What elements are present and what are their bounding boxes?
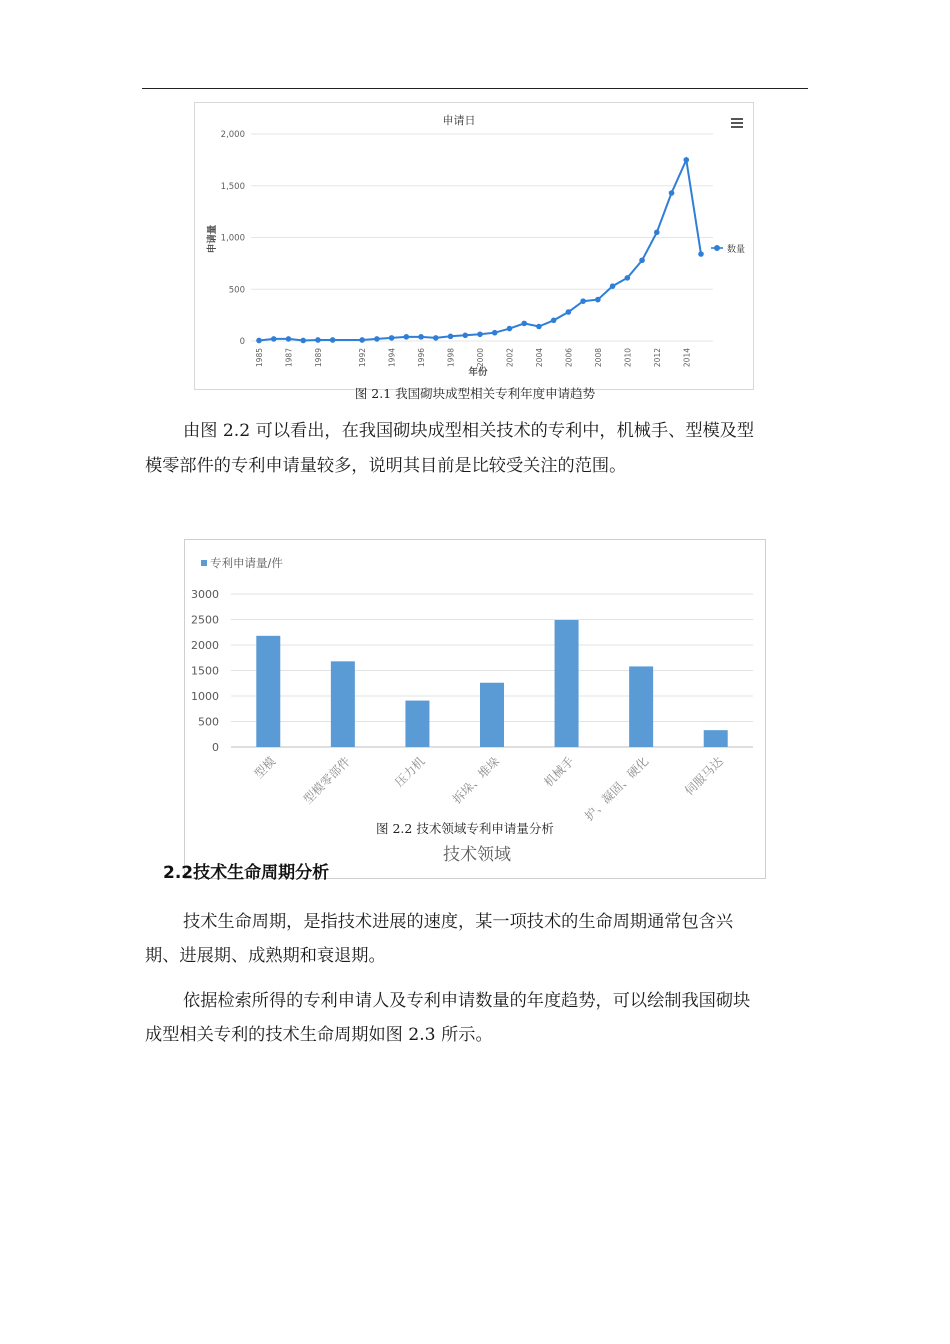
y-tick-label: 2500 xyxy=(191,613,219,627)
x-category-label: 型模零部件 xyxy=(300,754,353,807)
chart-title: 申请日 xyxy=(442,114,476,127)
data-point[interactable] xyxy=(492,330,498,336)
data-point[interactable] xyxy=(551,318,557,324)
paragraph-2-line-2: 期、进展期、成熟期和衰退期。 xyxy=(145,946,386,966)
bar-养护、凝固、硬化[interactable] xyxy=(629,666,653,747)
data-point[interactable] xyxy=(374,336,380,342)
data-point[interactable] xyxy=(300,338,306,344)
y-tick-label: 1000 xyxy=(191,690,219,703)
data-point[interactable] xyxy=(683,157,689,163)
legend xyxy=(711,243,745,255)
data-point[interactable] xyxy=(256,338,262,344)
legend xyxy=(201,556,283,570)
bar-机械手[interactable] xyxy=(555,620,579,747)
data-point[interactable] xyxy=(507,326,513,332)
data-point[interactable] xyxy=(389,335,395,341)
bar-型模零部件[interactable] xyxy=(331,661,355,747)
x-category-label: 型模 xyxy=(251,754,279,782)
legend-label: 专利申请量/件 xyxy=(210,556,283,570)
data-point[interactable] xyxy=(521,321,527,327)
y-tick-label: 1,000 xyxy=(220,233,245,244)
y-tick-label: 2000 xyxy=(191,639,219,652)
data-point[interactable] xyxy=(698,251,704,257)
x-tick-label: 1994 xyxy=(387,348,397,368)
y-tick-label: 0 xyxy=(239,337,245,347)
x-tick-label: 1998 xyxy=(446,348,456,368)
x-tick-label: 2002 xyxy=(505,348,515,368)
y-tick-label: 500 xyxy=(228,285,245,296)
x-category-label: 护、凝固、硬化 xyxy=(581,754,652,824)
bar-压力机[interactable] xyxy=(405,701,429,747)
data-point[interactable] xyxy=(654,230,660,236)
figure-1-caption: 图 2.1 我国砌块成型相关专利年度申请趋势 xyxy=(354,386,596,401)
x-axis-label: 年份 xyxy=(468,367,488,378)
data-point[interactable] xyxy=(477,331,483,337)
x-tick-label: 1992 xyxy=(358,348,368,368)
data-point[interactable] xyxy=(669,190,675,196)
x-tick-label: 1987 xyxy=(284,348,294,368)
x-tick-label: 1985 xyxy=(255,348,264,368)
x-tick-label: 2010 xyxy=(623,348,633,368)
data-point[interactable] xyxy=(418,334,424,340)
x-category-label: 拆垛、堆垛 xyxy=(449,754,503,807)
header-rule xyxy=(142,88,808,89)
section-heading: 2.2技术生命周期分析 xyxy=(163,863,330,883)
data-point[interactable] xyxy=(625,275,631,281)
x-tick-label: 2004 xyxy=(534,348,544,368)
data-point[interactable] xyxy=(580,298,586,304)
y-tick-label: 1500 xyxy=(191,664,219,678)
data-point[interactable] xyxy=(271,336,277,342)
data-point[interactable] xyxy=(566,309,572,315)
x-tick-label: 2000 xyxy=(476,348,485,368)
y-axis-label: 申请量 xyxy=(207,224,218,254)
data-point[interactable] xyxy=(610,283,616,289)
y-tick-label: 1,500 xyxy=(220,181,245,192)
x-tick-label: 2014 xyxy=(682,348,692,368)
x-tick-label: 1996 xyxy=(417,348,427,368)
x-tick-label: 2012 xyxy=(652,348,662,368)
data-point[interactable] xyxy=(359,337,365,343)
x-category-label: 伺服马达 xyxy=(681,754,726,799)
y-tick-label: 2,000 xyxy=(220,130,245,140)
data-point[interactable] xyxy=(448,334,454,340)
bar-型模[interactable] xyxy=(256,636,280,747)
data-point[interactable] xyxy=(433,335,439,341)
y-tick-label: 3000 xyxy=(191,588,219,601)
paragraph-2-line-1: 技术生命周期，是指技术进展的速度，某一项技术的生命周期通常包含兴 xyxy=(183,912,734,932)
x-category-label: 压力机 xyxy=(392,754,428,790)
x-tick-label: 1989 xyxy=(313,348,323,368)
series-line-数量 xyxy=(259,160,701,341)
figure-1-chart-frame xyxy=(194,102,754,390)
legend-swatch xyxy=(201,560,207,566)
data-point[interactable] xyxy=(330,337,336,343)
y-tick-label: 500 xyxy=(198,715,219,729)
legend-label: 数量 xyxy=(727,245,746,255)
paragraph-1-line-1: 由图 2.2 可以看出，在我国砌块成型相关技术的专利中，机械手、型模及型 xyxy=(183,421,755,441)
data-point[interactable] xyxy=(536,324,542,330)
paragraph-3-line-2: 成型相关专利的技术生命周期如图 2.3 所示。 xyxy=(145,1025,493,1045)
data-point[interactable] xyxy=(639,257,645,263)
x-tick-label: 2008 xyxy=(593,348,603,368)
bar-伺服马达[interactable] xyxy=(704,730,728,747)
x-axis-label: 技术领域 xyxy=(443,845,511,865)
paragraph-1-line-2: 模零部件的专利申请量较多，说明其目前是比较受关注的范围。 xyxy=(145,456,627,476)
x-tick-label: 2006 xyxy=(564,348,574,368)
data-point[interactable] xyxy=(462,333,468,339)
bar-拆垛、堆垛[interactable] xyxy=(480,683,504,747)
x-category-label: 机械手 xyxy=(541,754,577,790)
legend-dot-marker xyxy=(714,245,720,251)
y-tick-label: 0 xyxy=(212,741,219,754)
figure-2-caption: 图 2.2 技术领域专利申请量分析 xyxy=(376,821,554,836)
data-point[interactable] xyxy=(286,336,292,342)
data-point[interactable] xyxy=(404,334,410,340)
paragraph-3-line-1: 依据检索所得的专利申请人及专利申请数量的年度趋势，可以绘制我国砌块 xyxy=(183,991,751,1011)
data-point[interactable] xyxy=(595,297,601,303)
line-chart xyxy=(195,103,755,391)
data-point[interactable] xyxy=(315,337,321,343)
hamburger-menu-icon[interactable] xyxy=(731,118,743,128)
